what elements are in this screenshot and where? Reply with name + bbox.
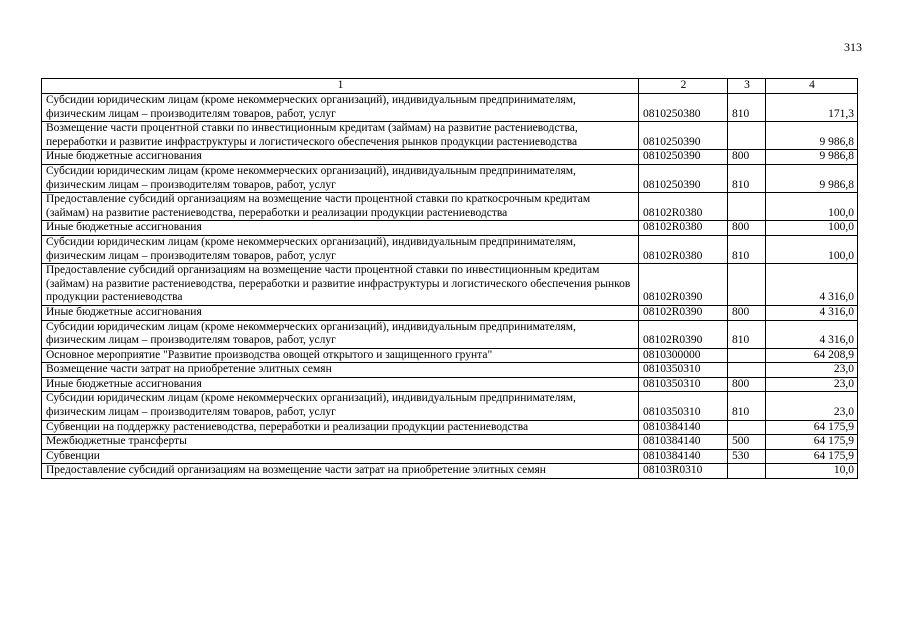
table-row xyxy=(42,348,858,363)
table-row xyxy=(42,94,858,122)
column-header-3: 3 xyxy=(728,79,766,94)
row-amount: 171,3 xyxy=(766,94,858,122)
row-description: Субсидии юридическим лицам (кроме некоммерческих организаций), индивидуальным предпринимателям, физическим лицам – производителям товаров, работ, услуг xyxy=(42,94,639,122)
row-expense-type: 810 xyxy=(728,392,766,420)
row-description: Субсидии юридическим лицам (кроме некоммерческих организаций), индивидуальным предпринимателям, физическим лицам – производителям товаров, работ, услуг xyxy=(42,392,639,420)
row-expense-type: 530 xyxy=(728,449,766,464)
row-expense-type xyxy=(728,122,766,150)
row-expense-type xyxy=(728,264,766,306)
row-expense-type xyxy=(728,193,766,221)
table-row xyxy=(42,464,858,479)
row-description: Субсидии юридическим лицам (кроме некоммерческих организаций), индивидуальным предпринимателям, физическим лицам – производителям товаров, работ, услуг xyxy=(42,235,639,263)
table-row xyxy=(42,435,858,450)
row-expense-type: 810 xyxy=(728,164,766,192)
row-expense-type: 800 xyxy=(728,305,766,320)
row-amount: 100,0 xyxy=(766,193,858,221)
row-code: 0810350310 xyxy=(639,377,728,392)
row-amount: 100,0 xyxy=(766,221,858,236)
row-expense-type: 810 xyxy=(728,235,766,263)
row-code: 0810350310 xyxy=(639,363,728,378)
row-expense-type xyxy=(728,348,766,363)
table-row xyxy=(42,377,858,392)
row-description: Межбюджетные трансферты xyxy=(42,435,639,450)
row-amount: 64 208,9 xyxy=(766,348,858,363)
column-header-4: 4 xyxy=(766,79,858,94)
row-description: Субвенции на поддержку растениеводства, переработки и реализации продукции растениеводства xyxy=(42,420,639,435)
row-expense-type: 800 xyxy=(728,377,766,392)
row-description: Субсидии юридическим лицам (кроме некоммерческих организаций), индивидуальным предпринимателям, физическим лицам – производителям товаров, работ, услуг xyxy=(42,164,639,192)
row-code: 08102R0380 xyxy=(639,193,728,221)
row-description: Субсидии юридическим лицам (кроме некоммерческих организаций), индивидуальным предпринимателям, физическим лицам – производителям товаров, работ, услуг xyxy=(42,320,639,348)
row-amount: 100,0 xyxy=(766,235,858,263)
row-description: Возмещение части затрат на приобретение элитных семян xyxy=(42,363,639,378)
row-code: 08102R0390 xyxy=(639,305,728,320)
table-row xyxy=(42,264,858,306)
column-header-1: 1 xyxy=(42,79,639,94)
table-row xyxy=(42,420,858,435)
row-code: 08102R0390 xyxy=(639,264,728,306)
row-code: 0810384140 xyxy=(639,435,728,450)
row-description: Иные бюджетные ассигнования xyxy=(42,221,639,236)
row-description: Иные бюджетные ассигнования xyxy=(42,150,639,165)
table-row xyxy=(42,392,858,420)
row-amount: 9 986,8 xyxy=(766,150,858,165)
row-expense-type xyxy=(728,420,766,435)
budget-table-body xyxy=(42,79,858,479)
table-row xyxy=(42,320,858,348)
row-code: 0810384140 xyxy=(639,449,728,464)
row-expense-type: 800 xyxy=(728,221,766,236)
row-code: 0810384140 xyxy=(639,420,728,435)
row-expense-type: 800 xyxy=(728,150,766,165)
row-amount: 64 175,9 xyxy=(766,449,858,464)
row-description: Предоставление субсидий организациям на возмещение части процентной ставки по краткосрочным кредитам (займам) на развитие растениеводства, переработки и реализации продукции растениеводства xyxy=(42,193,639,221)
column-header-2: 2 xyxy=(639,79,728,94)
row-amount: 9 986,8 xyxy=(766,122,858,150)
row-code: 0810300000 xyxy=(639,348,728,363)
row-code: 0810250390 xyxy=(639,122,728,150)
row-code: 08102R0380 xyxy=(639,235,728,263)
row-expense-type: 810 xyxy=(728,320,766,348)
table-row xyxy=(42,164,858,192)
row-code: 0810350310 xyxy=(639,392,728,420)
table-row xyxy=(42,449,858,464)
budget-table xyxy=(41,78,858,479)
row-expense-type xyxy=(728,363,766,378)
row-amount: 4 316,0 xyxy=(766,320,858,348)
row-amount: 23,0 xyxy=(766,363,858,378)
table-row xyxy=(42,122,858,150)
table-row xyxy=(42,305,858,320)
row-code: 0810250380 xyxy=(639,94,728,122)
row-description: Субвенции xyxy=(42,449,639,464)
row-amount: 9 986,8 xyxy=(766,164,858,192)
row-amount: 4 316,0 xyxy=(766,305,858,320)
row-amount: 23,0 xyxy=(766,392,858,420)
row-code: 08103R0310 xyxy=(639,464,728,479)
row-amount: 23,0 xyxy=(766,377,858,392)
row-expense-type: 810 xyxy=(728,94,766,122)
row-amount: 64 175,9 xyxy=(766,420,858,435)
page-number: 313 xyxy=(844,40,862,54)
table-header-row xyxy=(42,79,858,94)
table-row xyxy=(42,235,858,263)
row-expense-type: 500 xyxy=(728,435,766,450)
row-expense-type xyxy=(728,464,766,479)
row-code: 0810250390 xyxy=(639,150,728,165)
row-amount: 10,0 xyxy=(766,464,858,479)
table-row xyxy=(42,363,858,378)
table-row xyxy=(42,150,858,165)
row-code: 08102R0380 xyxy=(639,221,728,236)
row-description: Предоставление субсидий организациям на возмещение части процентной ставки по инвестиционным кредитам (займам) на развитие растениеводства, переработки и развитие инфраструктуры и логистического обеспечения рынков продукции растениеводства xyxy=(42,264,639,306)
row-description: Основное мероприятие "Развитие производства овощей открытого и защищенного грунта" xyxy=(42,348,639,363)
row-code: 08102R0390 xyxy=(639,320,728,348)
row-code: 0810250390 xyxy=(639,164,728,192)
table-row xyxy=(42,221,858,236)
row-description: Возмещение части процентной ставки по инвестиционным кредитам (займам) на развитие растениеводства, переработки и развитие инфраструктуры и логистического обеспечения рынков продукции растениеводства xyxy=(42,122,639,150)
row-description: Иные бюджетные ассигнования xyxy=(42,377,639,392)
row-description: Предоставление субсидий организациям на возмещение части затрат на приобретение элитных семян xyxy=(42,464,639,479)
table-row xyxy=(42,193,858,221)
row-description: Иные бюджетные ассигнования xyxy=(42,305,639,320)
row-amount: 64 175,9 xyxy=(766,435,858,450)
row-amount: 4 316,0 xyxy=(766,264,858,306)
